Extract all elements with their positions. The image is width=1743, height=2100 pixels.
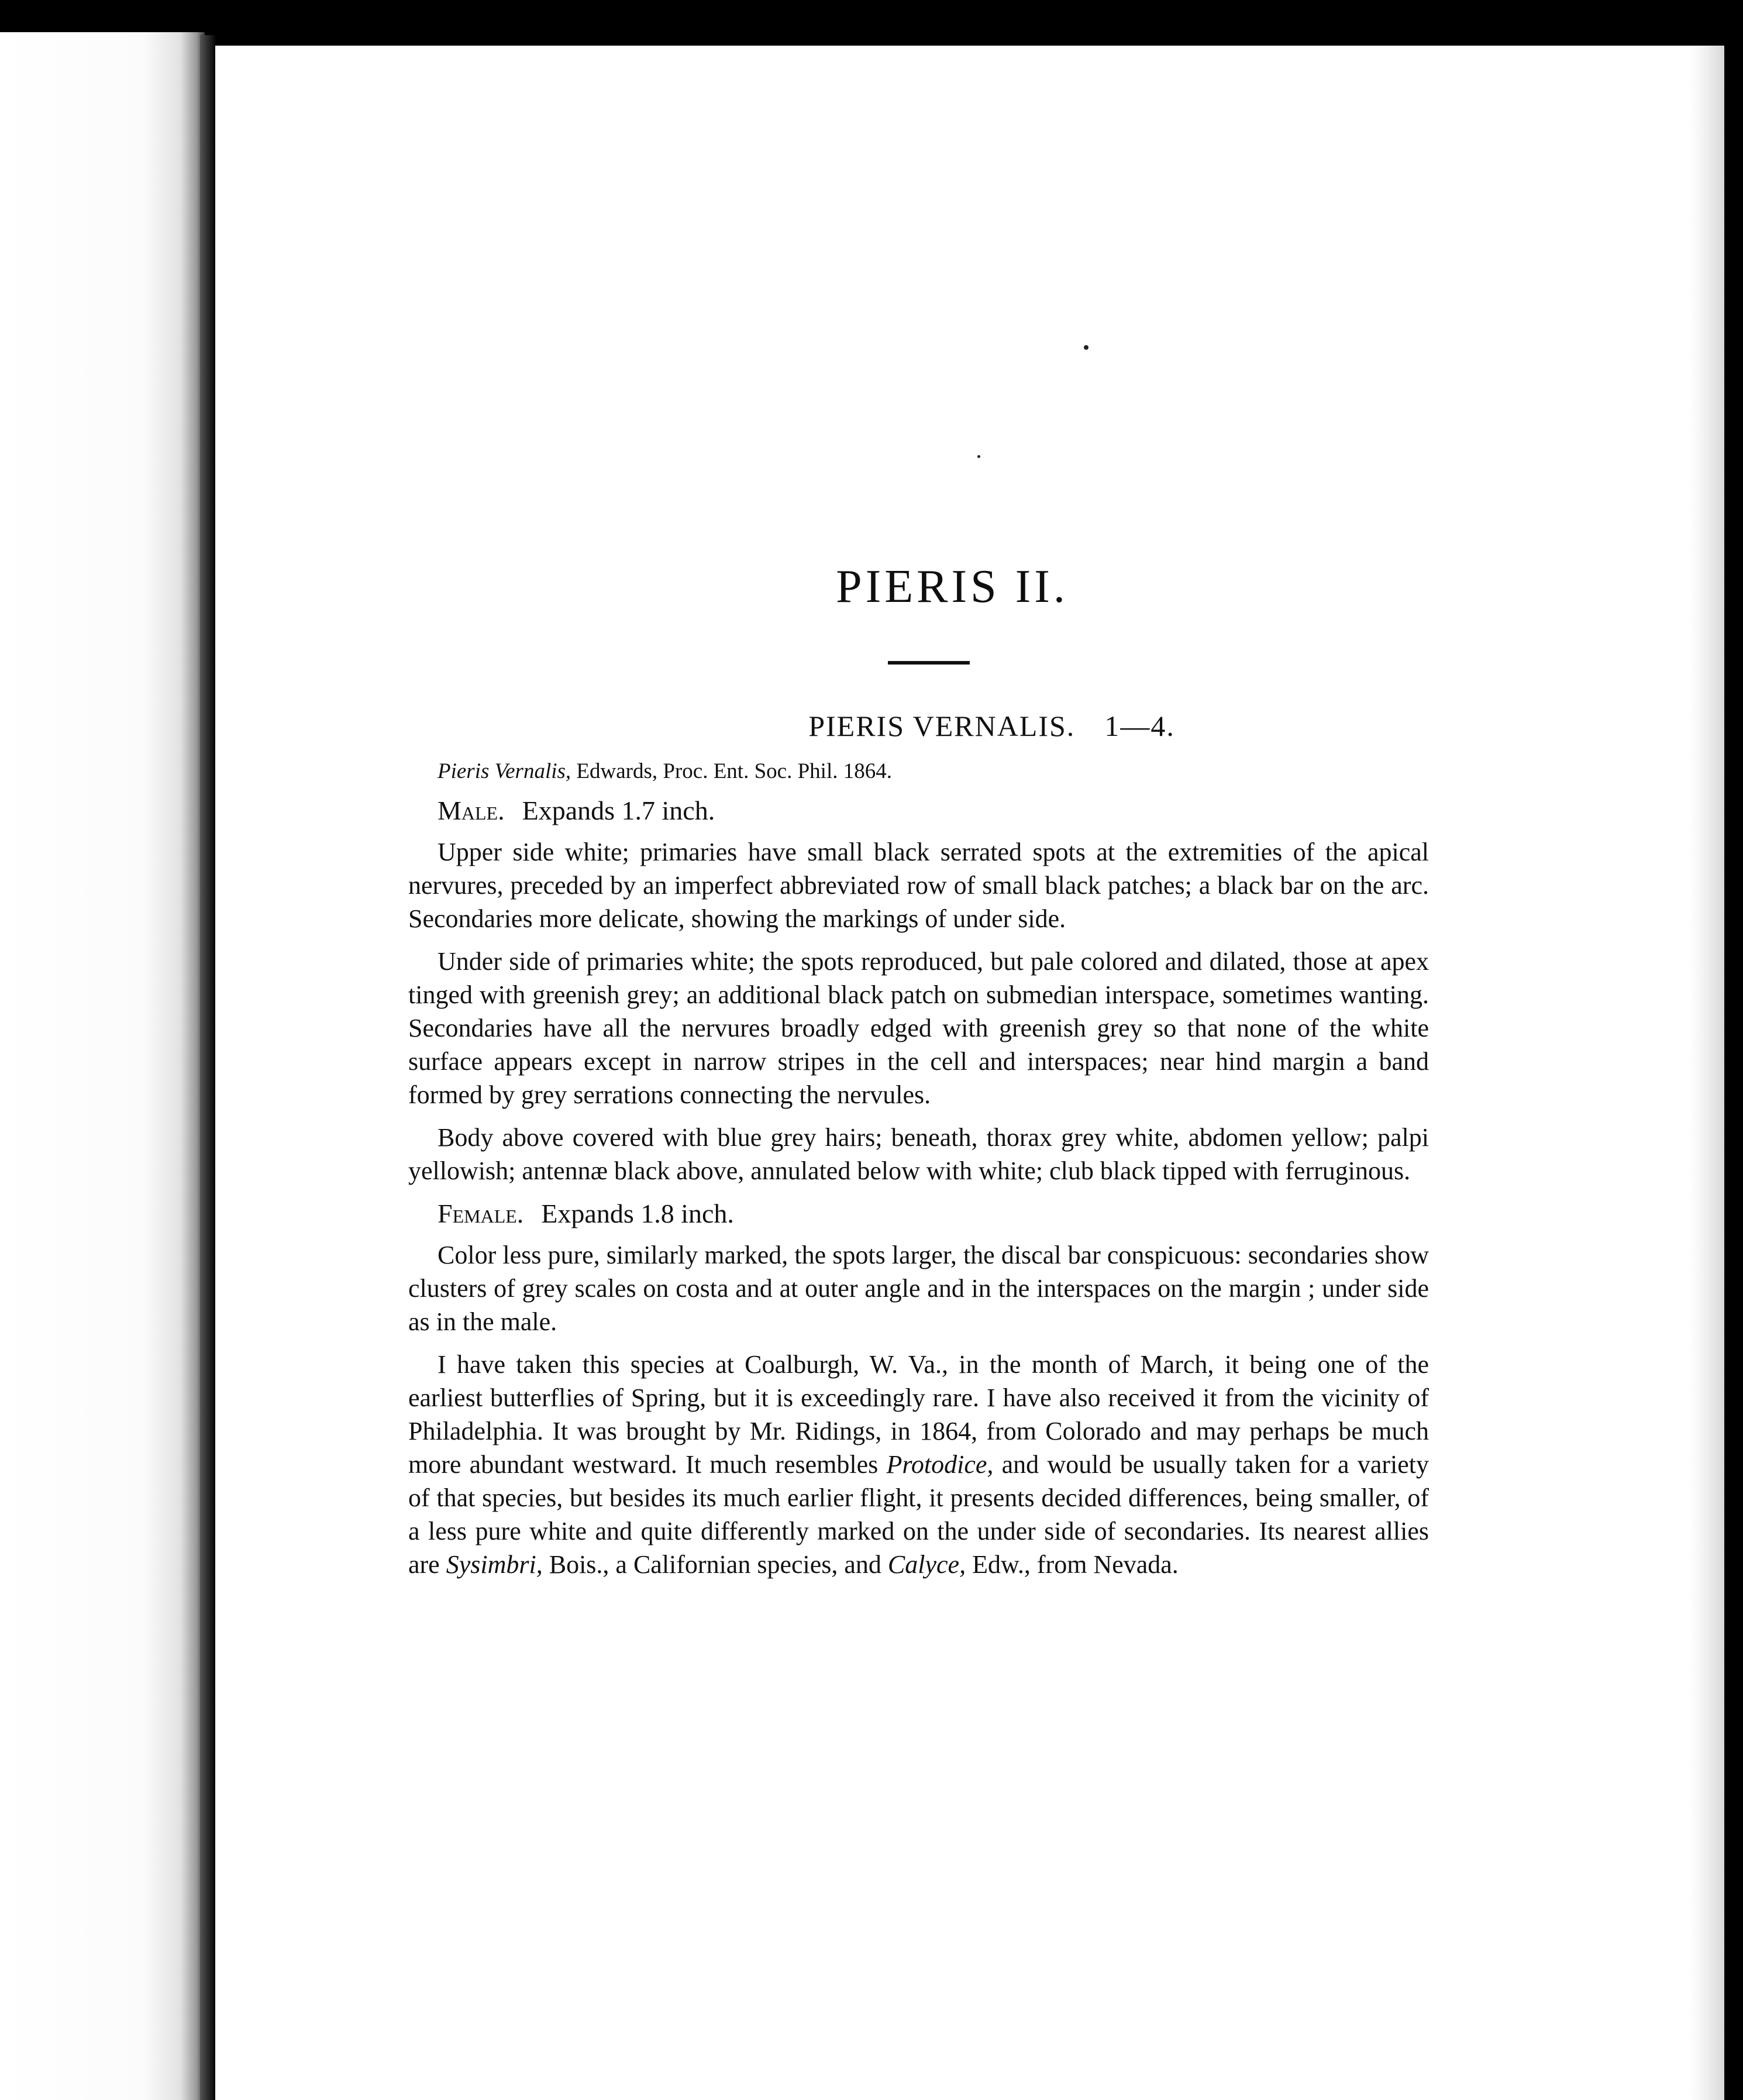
species-ref-sysimbri: Sysimbri,	[446, 1550, 543, 1579]
species-ref-protodice: Protodice,	[886, 1450, 994, 1479]
title-rule	[888, 661, 970, 665]
plate-reference: 1—4.	[1104, 710, 1175, 742]
page-edge-shadow	[1689, 46, 1724, 2100]
print-speck	[1084, 345, 1088, 350]
paragraph-female: Color less pure, similarly marked, the spots larger, the discal bar conspicuous: secondaries show clusters of grey scales on costa and at outer angle and in the interspaces on the margin ; under side as in the male.	[408, 1241, 1429, 1336]
citation	[438, 755, 1429, 788]
male-label: Male.	[438, 796, 505, 825]
page-title: PIERIS II.	[836, 561, 1069, 612]
paragraph-body: Body above covered with blue grey hairs; beneath, thorax grey white, abdomen yellow; palpi yellowish; antennæ black above, annulated below with white; club black tipped with ferruginous.	[408, 1123, 1429, 1185]
male-expands: Expands 1.7 inch.	[522, 796, 715, 825]
notes-text-4: Edw., from Nevada.	[966, 1550, 1179, 1579]
female-label: Female.	[438, 1199, 524, 1228]
male-heading	[438, 794, 1429, 827]
citation-name: Pieris Vernalis,	[438, 759, 571, 783]
paragraph-under-side: Under side of primaries white; the spots reproduced, but pale colored and dilated, those at apex tinged with greenish grey; an additional black patch on submedian interspace, sometimes wanting. Secondaries have all the nervures broadly edged with greenish grey so that none of the white surface appears except in narrow stripes in the cell and interspaces; near hind margin a band formed by grey serrations connecting the nervules.	[408, 947, 1429, 1109]
notes-text-2: and would be usually taken for a variety of that species, but besides its much earlier flight, it presents decided differences, being smaller, of a less pure white and quite differently marked on the under side of secondaries. Its nearest allies are	[408, 1450, 1429, 1579]
female-expands: Expands 1.8 inch.	[541, 1199, 734, 1228]
species-heading	[408, 710, 1429, 743]
print-speck	[977, 455, 980, 458]
female-heading	[438, 1197, 1429, 1230]
notes-text-1: I have taken this species at Coalburgh, W. Va., in the month of March, it being one of the earliest butterflies of Spring, but it is exceedingly rare. I have also received it from the vicinity of Philadelphia. It was brought by Mr. Ridings, in 1864, from Colorado and may perhaps be much more abundant westward. It much resembles	[408, 1350, 1429, 1479]
species-name: PIERIS VERNALIS.	[808, 710, 1076, 742]
paragraph-upper-side: Upper side white; primaries have small black serrated spots at the extremities of the apical nervures, preceded by an imperfect abbreviated row of small black patches; a black bar on the arc. Secondaries more delicate, showing the markings of under side.	[408, 838, 1429, 933]
main-text	[408, 710, 1429, 1591]
book-gutter	[200, 35, 216, 2100]
book-page	[215, 46, 1724, 2100]
facing-page-edge	[0, 32, 205, 2100]
citation-source: Edwards, Proc. Ent. Soc. Phil. 1864.	[576, 759, 892, 783]
species-ref-calyce: Calyce,	[887, 1550, 966, 1579]
notes-text-3: Bois., a Californian species, and	[542, 1550, 888, 1579]
paragraph-notes	[408, 1348, 1429, 1581]
